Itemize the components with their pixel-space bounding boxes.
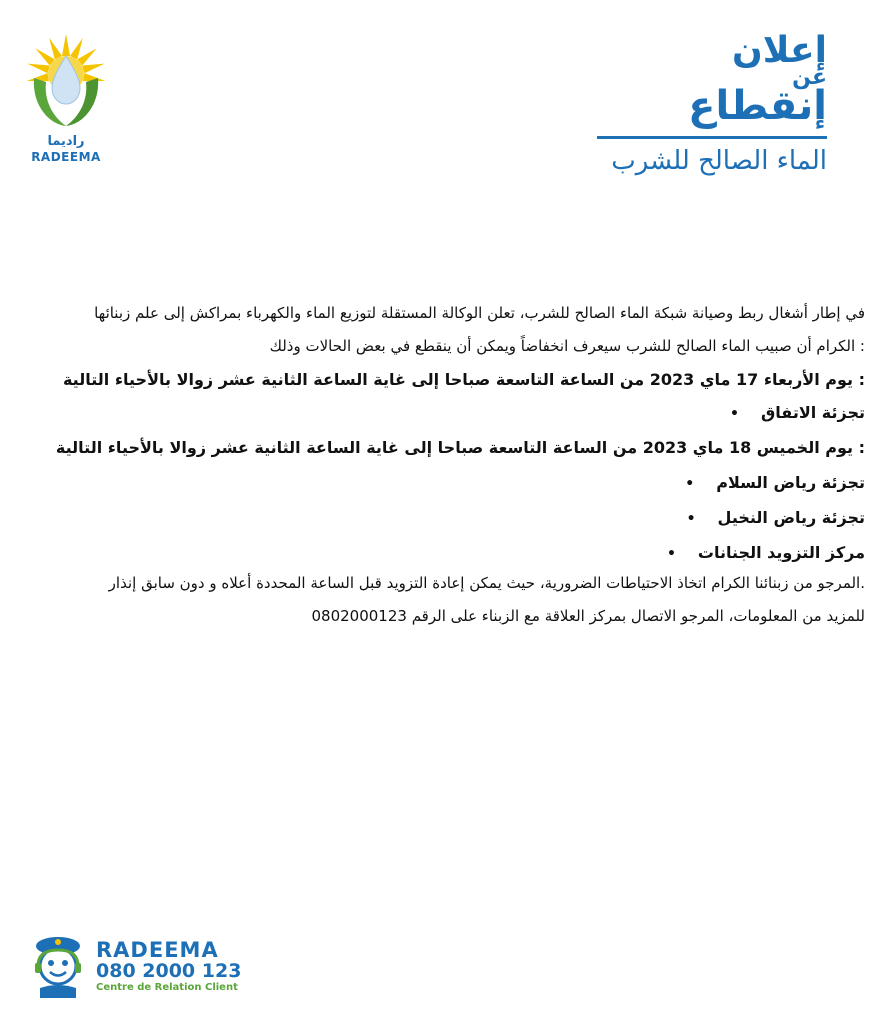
day-2-heading: : يوم الخميس 18 ماي 2023 من الساعة التاسعة صباحا إلى غاية الساعة الثانية عشر زوالا بالأحياء التالية: [55, 438, 865, 457]
customer-relations-logo: [28, 930, 248, 1000]
bullet-icon: •: [666, 546, 676, 562]
list-item: [5, 403, 865, 422]
list-item: [5, 543, 865, 562]
announcement-title: [587, 32, 827, 175]
contact-info-line: للمزيد من المعلومات، المرجو الاتصال بمركز العلاقة مع الزبناء على الرقم 0802000123: [311, 607, 865, 625]
mascot-agent-icon: [28, 930, 88, 998]
announcement-body: [5, 304, 865, 626]
neighborhood-label: تجزئة رياض النخيل: [717, 508, 865, 527]
contact-subtitle: Centre de Relation Client: [96, 982, 238, 993]
intro-line-1: في إطار أشغال ربط وصيانة شبكة الماء الصالح للشرب، تعلن الوكالة المستقلة لتوزيع الماء والكهرباء بمراكش إلى علم زبنائها: [94, 304, 865, 322]
title-line-1: إعلان: [732, 30, 827, 71]
day-1-heading: : يوم الأربعاء 17 ماي 2023 من الساعة التاسعة صباحا إلى غاية الساعة الثانية عشر زوالا بالأحياء التالية: [62, 370, 865, 389]
radeema-logo: [22, 34, 114, 166]
neighborhood-label: تجزئة رياض السلام: [716, 473, 865, 492]
bullet-icon: •: [685, 476, 695, 492]
contact-brand-name: RADEEMA: [96, 938, 219, 962]
title-line-3: إنقطاع: [688, 83, 827, 129]
intro-line-2: : الكرام أن صبيب الماء الصالح للشرب سيعرف انخفاضاً ويمكن أن ينقطع في بعض الحالات وذلك: [269, 337, 865, 355]
list-item: [5, 473, 865, 492]
neighborhood-label: مركز التزويد الجنانات: [697, 543, 865, 562]
bullet-icon: •: [730, 406, 739, 422]
list-item: [5, 508, 865, 527]
logo-arabic-name: راديما: [47, 134, 85, 149]
title-divider: [597, 136, 827, 139]
precaution-note: .المرجو من زبنائنا الكرام اتخاذ الاحتياطات الضرورية، حيث يمكن إعادة التزويد قبل الساعة المحددة أعلاه و دون سابق إنذار: [108, 574, 865, 592]
title-line-4: الماء الصالح للشرب: [611, 146, 827, 176]
title-line-2: عن: [792, 65, 827, 90]
neighborhood-label: تجزئة الاتفاق: [760, 403, 865, 422]
logo-latin-name: RADEEMA: [31, 150, 101, 164]
radeema-emblem-icon: [22, 34, 110, 134]
bullet-icon: •: [686, 511, 696, 527]
contact-phone-number: 080 2000 123: [96, 960, 242, 982]
